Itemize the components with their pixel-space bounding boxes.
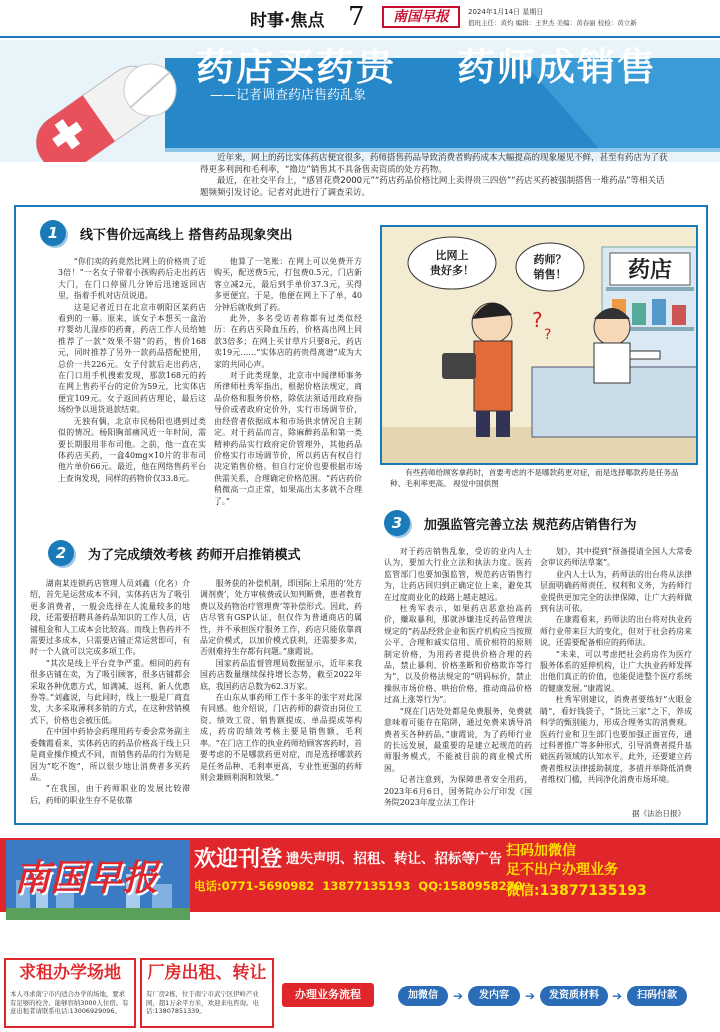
svg-text:?: ?	[532, 308, 543, 332]
page-number: 7	[348, 2, 365, 32]
paragraph: 服务获的补偿机制，即国际上采用的‘处方调剂费’，处方审核费或认知判断费，患者教育费以及药物治疗管理费’等补偿形式。因此，药店尽管有GSP认证，但仅作为普通商店的属性，并不承担医疗服务工作，药店只能依靠商品定价模式，以加价模式获利，还需要多卖，否则难持生存都有问题。”康霞说。	[200, 579, 362, 657]
classified-ad-title: 求租办学场地	[6, 960, 134, 986]
classified-ad-body: 本人寻求南宁市内适合办学的场地，要求有足够的校舍、能够容纳3000人住宿。有意出租者请联系电话:13006929096。	[10, 990, 129, 1015]
speech-bubble-customer-line1: 比网上	[435, 249, 469, 262]
classified-ad-body: 有厂房2栋，位于南宁市武宁区伊岭产业园，超1万余平方米，欢迎来电咨询。电话:13807851339。	[146, 990, 259, 1015]
newspaper-logo: 南国早报	[382, 6, 460, 28]
paragraph: 无独有偶，北京市民杨阳也遇到过类似的情况。杨阳胸部痛风近一年时间，需要长期服用非布司他。之前，他一直在实体药店买药，一盒40mg×10片的非布司他片单价66元。最近，他在网络售药平台上查询发现，同样的药物价仅33.8元。	[58, 416, 206, 483]
arrow-right-icon: ➔	[612, 989, 623, 1003]
section-number-badge: 1	[40, 220, 66, 246]
paragraph: 杜秀军表示，如果药店恶意抬高药价，赚取暴利，那就涉嫌违反药品管理法规定的“药品经营企业和医疗机构应当按照公平、合理和诚实信用、质价相符的原则制定价格，为用药者提供价格合理的药品，禁止暴利、价格垄断和价格欺诈等行为”，以及价格法规定的“明码标价，禁止操纵市场价格、哄抬价格，推动商品价格过高上涨等行为”。	[384, 604, 532, 705]
lead-paragraph	[200, 153, 670, 199]
section-2-column-1	[30, 578, 190, 822]
section-3-heading	[384, 510, 704, 536]
headline: 药店买药贵 药师成销售	[196, 45, 657, 89]
source-credit: 据《法治日报》	[632, 809, 686, 818]
section-number-badge: 3	[384, 510, 410, 536]
paragraph: 国家药品监督管理局数据显示，近年来我国药店数量继续保持增长态势，截至2022年底，我国药店总数为62.3万家。	[200, 658, 362, 691]
arrow-right-icon: ➔	[453, 989, 464, 1003]
ad-welcome: 欢迎刊登	[194, 847, 283, 872]
paragraph: 对于此类现象，北京市中闻律师事务所律师杜秀军指出，根据价格法规定，商品价格和服务价格，除依法须适用政府指导价或者政府定价外，实行市场调节价，由经营者依据成本和市场供求情况自主制定。对于药品而言，除麻醉药品和第一类精神药品实行政府定价管理外，其他药品价格实行市场调节价，所以药店有权自行决定销售价格。但自行定价也要根据市场供需关系，合理确定价格范围。“药店药价稍微高一点正常，如果高出太多就不合理了。”	[214, 371, 362, 506]
classified-ad-venue	[4, 958, 136, 1028]
speech-bubble-pharmacist-line2: 销售！	[533, 268, 567, 281]
paragraph: “未来，可以考虑把社会药房作为医疗服务体系的延伸机构，让广大执业药师发挥出他们真正的价值，也能促进整个医疗系统的健康发展。”康霞说。	[540, 649, 692, 693]
ad-qr-title: 扫码加微信 足不出户办理业务	[506, 843, 618, 878]
process-step: 加微信	[398, 986, 448, 1006]
process-step: 发内容	[468, 986, 520, 1006]
paragraph: 业内人士认为，药师法的出台将从法律层面明确药师责任、权利和义务，为药师行业提供更加完全的法律保障，让广大药师做到有法可依。	[540, 569, 692, 614]
section-2-column-2	[200, 578, 362, 822]
paragraph: “你们卖的药竟然比网上的价格贵了近3倍！”一名女子带着小孩购药后走出药店大门，在门口停留几分钟后迅速返回店里，指着手机对店员说道。	[58, 257, 206, 301]
section-3-column-1	[384, 546, 532, 808]
paragraph: “其次是线上平台竞争严重。相同的药有很多店铺在卖，为了吸引顾客，很多店铺都会采取各种优惠方式，如满减、返利、新人优惠券等。”刘鑫说，与此同时，线上一般是厂商直发，大多采取薄利多销的方式，在这种营销模式下，价格也会被压低。	[30, 658, 190, 725]
paragraph: 他算了一笔账：在网上可以免费开方购买，配送费5元，打包费0.5元，门店新客立减2元，最后到手单价37.3元，买得多更便宜。于是，他便在网上下了单，40分钟后就收到了药。	[214, 257, 362, 312]
section-title: 时事·焦点	[250, 11, 325, 31]
section-1-column-1	[58, 256, 206, 528]
paragraph: 杜秀军则建议，消费者要练好“火眼金睛”，看好钱袋子，“货比三家”之下，养成科学的甄别能力，形成合理务实的消费观。医药行业和卫生部门也要加强正面宣传，通过科普推广等多种形式，引导消费者提升基础医药领域的认知水平。此外，还要建立药费者维权法律援助制度，多措并举降低消费者维权门槛，共同净化消费市场环境。	[540, 695, 692, 785]
process-step: 扫码付款	[627, 986, 687, 1006]
paragraph: 在康霞看来，药师法的出台将对执业药师行业带来巨大的变化，但对于社会药房来说，还需要配备相应的药师法。	[540, 615, 692, 648]
paragraph: “在我国，由于药师职业的发展比较滞后，药师的职业生存不是依靠	[30, 784, 190, 805]
svg-text:?: ?	[544, 327, 552, 343]
ad-wechat-id: 微信:13877135193	[506, 883, 647, 899]
intro-paragraph: 最近，在社交平台上，“感冒花费2000元”“药店药品价格比网上卖得贵三四倍”“药店买药被强制搭售一堆药品”等相关话题频频引发讨论。记者对此进行了调查采访。	[200, 176, 665, 198]
subheadline: ——记者调查药店售药乱象	[210, 88, 367, 103]
pill-capsule-icon	[10, 60, 190, 162]
arrow-right-icon: ➔	[525, 989, 536, 1003]
ad-newspaper-logo: 南国早报	[14, 857, 159, 899]
speech-bubble-pharmacist-line1: 药师？	[533, 253, 567, 266]
issue-date: 2024年1月14日 星期日	[468, 8, 544, 16]
speech-bubble-customer-line2: 贵好多！	[430, 264, 474, 277]
section-3-column-2	[540, 546, 692, 808]
paragraph: 这是记者近日在北京市朝阳区某药店看到的一幕。原来，该女子本想买一盒治疗婴幼儿湿疹的药膏，药店工作人员给她推荐了一款“效果不错”的药，售价168元，同时推荐了另外一款药品搭配使用，总价一共226元。女子付款后走出药店，在门口用手机搜索发现，那款168元的药在网上售药平台的定价为59元，比实体店便宜109元。女子返回药店理论，最后这场纷争以退货退款结束。	[58, 302, 206, 415]
staff-credits: 值班主任：黄灼 编辑：王世杰 美编：黄春丽 校检：黄立新	[468, 19, 637, 27]
paragraph: 对于药店销售乱象，受访的业内人士认为，要加大行业立法和执法力度。医药监管部门也要加强监管，规范药店销售行为，让药店回归到正确定位上来，避免其在过度商业化的歧路上越走越远。	[384, 547, 532, 602]
classified-ad-factory	[140, 958, 274, 1028]
intro-paragraph: 近年来，网上的药比实体药店便宜很多，药师搭售药品导致消费者购药成本大幅提高的现象屡见不鲜，甚至有药店为了获得更多利润和毛利率，“撸边”销售其不具备售卖资质的处方药物。	[200, 153, 668, 175]
section-title: 加强监管完善立法 规范药店销售行为	[424, 518, 637, 533]
section-title: 线下售价远高线上 搭售药品现象突出	[80, 228, 293, 243]
section-1-heading	[40, 220, 370, 246]
classified-ad-title: 厂房出租、转让	[142, 960, 272, 986]
paragraph: 此外，多名受访者称都有过类似经历：在药店买降血压药，价格高出网上同款3倍多；在网上买甘草片只要8元，药店卖19元……“实体店的药贵得离谱”成为大家的共同心声。	[214, 314, 362, 369]
paragraph: 在山东从事药师工作十多年的张宇对此深有同感。他介绍说，门店药师的薪资由岗位工资、绩效工资、销售额提成、单品提成等构成，药房的绩效考核主要是销售额、毛利率。“在门店工作的执业药师给顾客客药时，首要考虑的不是哪款药更对症，而是选择哪款药是任务品种、毛利率更高，专业性更强的药师则会兼顾利润和效果。”	[200, 693, 362, 782]
paragraph: 划》，其中提到“预备提请全国人大常委会审议药师法草案”。	[540, 547, 692, 568]
ad-contact-phones: 电话:0771-5690982 13877135193 QQ:1580958270	[194, 879, 523, 893]
sign-text: 药店	[627, 258, 673, 283]
pharmacy-cartoon	[382, 227, 698, 465]
paragraph: 在中国中药协会药理用药专委会常务副主委魏霞看来，实体药店的药品价格高于线上只是商业操作模式不同，而销售药品的行为则是因为“吃不饱”，所以很少地让消费者多买药品。	[30, 727, 190, 782]
section-2-heading	[48, 540, 378, 566]
paragraph: 湖南某连锁药店管理人员刘鑫（化名）介绍，首先是运营成本不同，实体药店为了吸引更多消费者，一般会选择在人流量较多的地段，还需要招聘具备药品知识的工作人员，店铺租金和人工成本会比较高。而线上售药并不需要过多成本，只需要店铺正常运营即可，有时一个人就可以完成多项工作。	[30, 579, 190, 657]
process-step: 发资质材料	[540, 986, 608, 1006]
section-title: 为了完成绩效考核 药师开启推销模式	[88, 548, 301, 563]
section-1-column-2	[214, 256, 362, 528]
process-label: 办理业务流程	[282, 983, 374, 1007]
section-number-badge: 2	[48, 540, 74, 566]
paragraph: “现在门店处处都是免费服务，免费就意味着可能存在陷阱，通过免费来诱导消费者买各种药品，”康霞说，为了药师行业的长远发展，最重要的是建立起规范的药师服务模式，不能被目前的商业模式所困。	[384, 706, 532, 773]
illustration-caption: 有些药师给顾客拿药时，首要考虑的不是哪款药更对症，而是选择哪款药是任务品种、毛利率更高。 视觉中国供图	[390, 468, 679, 488]
cartoon-illustration	[380, 225, 698, 465]
ad-services: 遗失声明、招租、转让、招标等广告	[286, 851, 502, 867]
paragraph: 记者注意到，为保障患者安全用药，2023年6月6日，国务院办公厅印发《国务院2023年度立法工作计	[384, 775, 532, 807]
